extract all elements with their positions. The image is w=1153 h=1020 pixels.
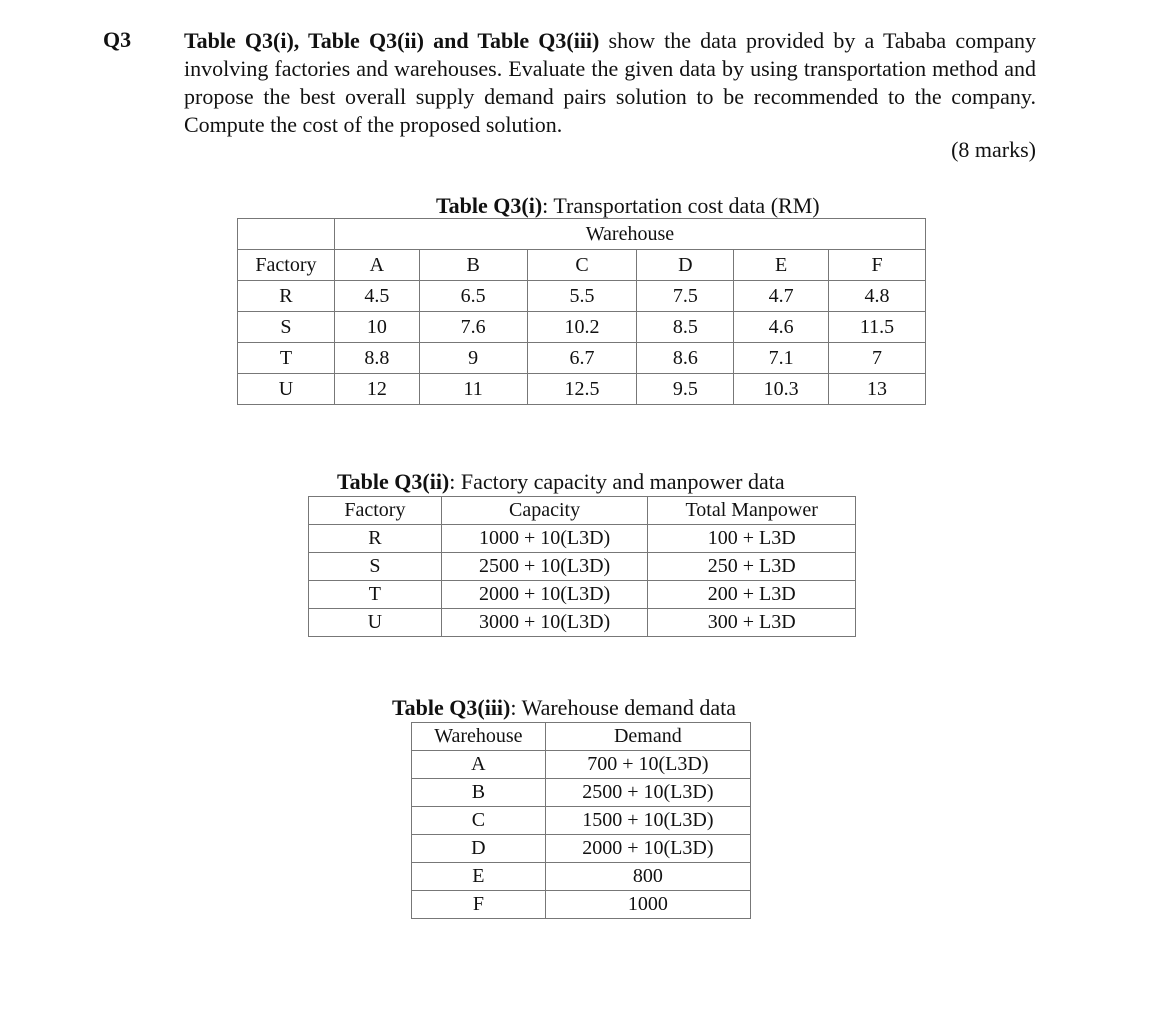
table-cell: 4.5 [334, 281, 419, 312]
table-row [238, 281, 926, 312]
table-cell: 13 [829, 374, 926, 405]
table-cell: 6.7 [527, 343, 637, 374]
table-row [238, 343, 926, 374]
table-cell: 10.2 [527, 312, 637, 343]
table-cell [238, 219, 335, 250]
table-cell: 100 + L3D [648, 525, 856, 553]
table-cell: E [412, 863, 546, 891]
table-row [238, 312, 926, 343]
table-cell: 1500 + 10(L3D) [545, 807, 750, 835]
table-cell: 11.5 [829, 312, 926, 343]
table-cell: 8.5 [637, 312, 734, 343]
table-cell: 12 [334, 374, 419, 405]
table-cell: U [309, 609, 442, 637]
table-row [309, 609, 856, 637]
table1-caption-bold: Table Q3(i) [436, 193, 543, 218]
table-cell: 5.5 [527, 281, 637, 312]
table-cell: F [412, 891, 546, 919]
factory-header: Factory [238, 250, 335, 281]
warehouse-demand-table [411, 722, 751, 919]
column-header: F [829, 250, 926, 281]
table-cell: 300 + L3D [648, 609, 856, 637]
column-header: B [419, 250, 527, 281]
table-cell: 8.6 [637, 343, 734, 374]
table1-caption-rest: : Transportation cost data (RM) [542, 193, 820, 218]
column-header: Capacity [441, 497, 648, 525]
table-row [412, 835, 751, 863]
column-header: D [637, 250, 734, 281]
row-label: T [238, 343, 335, 374]
table-cell: 7 [829, 343, 926, 374]
warehouse-group-header: Warehouse [334, 219, 925, 250]
table-row [309, 553, 856, 581]
table-cell: 4.6 [734, 312, 829, 343]
table-cell: 4.7 [734, 281, 829, 312]
table-cell: 9 [419, 343, 527, 374]
table-cell: T [309, 581, 442, 609]
table-row [412, 863, 751, 891]
row-label: R [238, 281, 335, 312]
row-label: U [238, 374, 335, 405]
table-cell: 8.8 [334, 343, 419, 374]
table-cell: 6.5 [419, 281, 527, 312]
table3-caption-bold: Table Q3(iii) [392, 695, 511, 720]
table-cell: D [412, 835, 546, 863]
table1-caption [436, 193, 820, 219]
table-cell: 2000 + 10(L3D) [545, 835, 750, 863]
table-row [412, 807, 751, 835]
table-cell: 10.3 [734, 374, 829, 405]
column-header: Factory [309, 497, 442, 525]
table-cell: 2500 + 10(L3D) [441, 553, 648, 581]
table-cell: 2500 + 10(L3D) [545, 779, 750, 807]
table-row [238, 219, 926, 250]
table-header-row [238, 250, 926, 281]
table-cell: 2000 + 10(L3D) [441, 581, 648, 609]
table-header-row [412, 723, 751, 751]
table-cell: 12.5 [527, 374, 637, 405]
column-header: Demand [545, 723, 750, 751]
table-cell: B [412, 779, 546, 807]
column-header: A [334, 250, 419, 281]
table-row [412, 891, 751, 919]
table-cell: 3000 + 10(L3D) [441, 609, 648, 637]
table-cell: 700 + 10(L3D) [545, 751, 750, 779]
question-bold-intro: Table Q3(i), Table Q3(ii) and Table Q3(iii) [184, 28, 600, 53]
table-row [309, 525, 856, 553]
table-row [238, 374, 926, 405]
table2-caption-rest: : Factory capacity and manpower data [449, 469, 785, 494]
column-header: Warehouse [412, 723, 546, 751]
column-header: C [527, 250, 637, 281]
table-cell: 800 [545, 863, 750, 891]
table-cell: 7.5 [637, 281, 734, 312]
table-cell: 1000 + 10(L3D) [441, 525, 648, 553]
factory-capacity-table [308, 496, 856, 637]
table-cell: S [309, 553, 442, 581]
table3-caption-rest: : Warehouse demand data [510, 695, 737, 720]
table-row [412, 779, 751, 807]
table-row [309, 581, 856, 609]
table-cell: 7.1 [734, 343, 829, 374]
table2-caption [337, 469, 785, 495]
row-label: S [238, 312, 335, 343]
table-cell: 200 + L3D [648, 581, 856, 609]
question-body: show the data provided by a Tababa company involving factories and warehouses. Evaluate the given data by using transportation method and propose the best overall supply demand pairs solution to be recommended to the company. Compute the cost of the proposed solution. [184, 28, 1036, 137]
column-header: E [734, 250, 829, 281]
table2-caption-bold: Table Q3(ii) [337, 469, 450, 494]
transportation-cost-table [237, 218, 926, 405]
question-text [184, 27, 1036, 139]
table-cell: 250 + L3D [648, 553, 856, 581]
column-header: Total Manpower [648, 497, 856, 525]
table-cell: 4.8 [829, 281, 926, 312]
table-row [412, 751, 751, 779]
marks-label: (8 marks) [951, 137, 1036, 162]
table-cell: A [412, 751, 546, 779]
table-header-row [309, 497, 856, 525]
table-cell: 7.6 [419, 312, 527, 343]
table-cell: R [309, 525, 442, 553]
table-cell: 11 [419, 374, 527, 405]
table-cell: 10 [334, 312, 419, 343]
table-cell: 1000 [545, 891, 750, 919]
question-number: Q3 [103, 27, 132, 52]
table-cell: 9.5 [637, 374, 734, 405]
table3-caption [392, 695, 736, 721]
table-cell: C [412, 807, 546, 835]
